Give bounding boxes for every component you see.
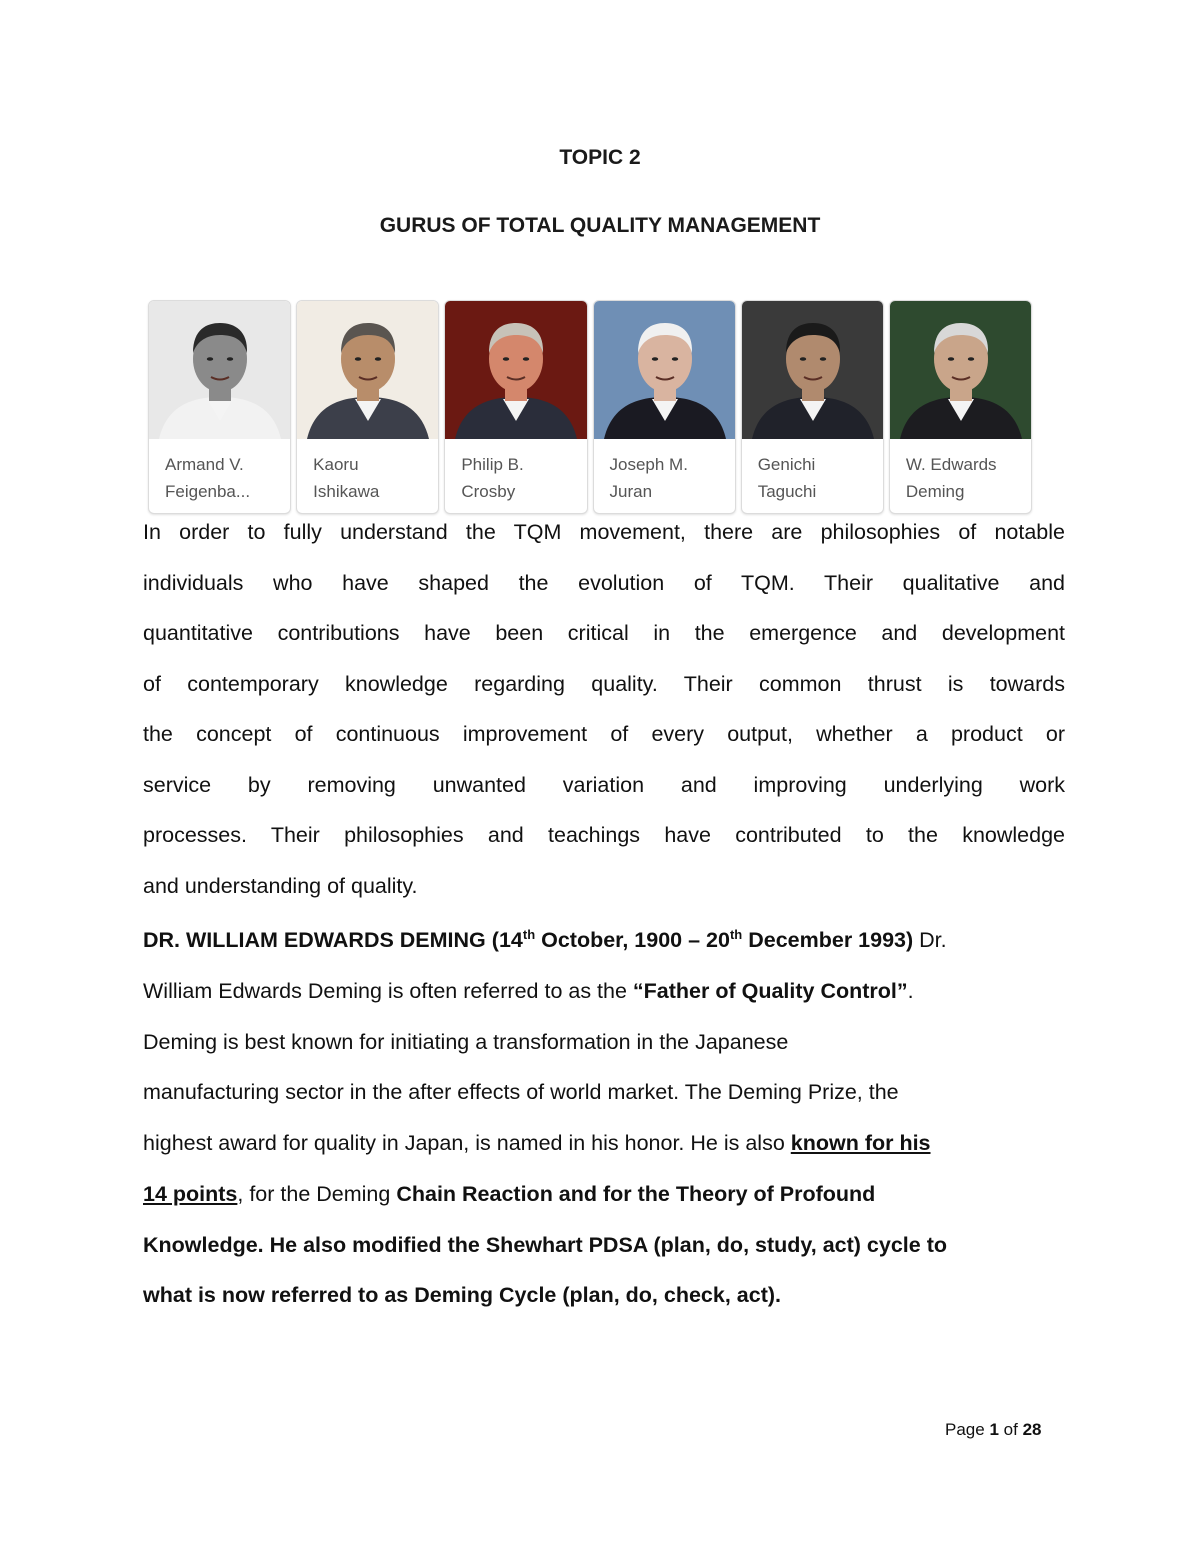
deming-heading-tail: Dr. <box>913 928 947 952</box>
guru-name-line1: Kaoru <box>313 455 359 474</box>
guru-name <box>461 451 581 505</box>
deming-line6-bold: Chain Reaction and for the Theory of Profound <box>396 1182 876 1206</box>
guru-name-line1: Philip B. <box>461 455 524 474</box>
guru-card <box>741 300 884 514</box>
of-label: of <box>1003 1420 1018 1439</box>
intro-line: processes. Their philosophies and teachings have contributed to the knowledge <box>143 823 1065 847</box>
intro-line: and understanding of quality. <box>143 873 418 898</box>
deming-line8-bold: what is now referred to as Deming Cycle (plan, do, check, act). <box>143 1283 781 1307</box>
deming-line5-pre: highest award for quality in Japan, is named in his honor. He is also <box>143 1131 791 1155</box>
guru-name <box>906 451 1026 505</box>
known-for-14-points-link-part2: 14 points <box>143 1182 238 1206</box>
deming-heading-open: (14 <box>491 928 523 952</box>
guru-name <box>758 451 878 505</box>
guru-name-line2: Crosby <box>461 482 516 501</box>
guru-card <box>148 300 291 514</box>
guru-name-line2: Taguchi <box>757 482 817 501</box>
page-number: 1 <box>989 1420 999 1439</box>
guru-name-line2: Ishikawa <box>313 482 380 501</box>
guru-card <box>593 300 736 514</box>
guru-name-line1: W. Edwards <box>905 455 997 474</box>
guru-card <box>444 300 587 514</box>
deming-heading-sup2: th <box>729 926 743 942</box>
deming-line <box>143 1182 1065 1207</box>
deming-heading-end: December 1993) <box>742 928 914 952</box>
deming-line2-post: . <box>907 979 914 1003</box>
guru-card <box>296 300 439 514</box>
gurus-image-strip <box>148 300 1032 512</box>
guru-portrait <box>445 301 587 439</box>
deming-line <box>143 1283 1065 1308</box>
deming-line7-bold: Knowledge. He also modified the Shewhart PDSA (plan, do, study, act) cycle to <box>143 1233 947 1257</box>
page-label: Page <box>945 1420 985 1439</box>
deming-line6-mid: , for the Deming <box>237 1182 397 1206</box>
father-of-quality-control: “Father of Quality Control” <box>632 979 908 1003</box>
page-title: GURUS OF TOTAL QUALITY MANAGEMENT <box>379 214 821 237</box>
guru-portrait <box>890 301 1032 439</box>
intro-line: service by removing unwanted variation and improving underlying work <box>143 772 1065 797</box>
guru-name-line1: Genichi <box>757 455 816 474</box>
guru-card <box>889 300 1032 514</box>
page-footer <box>945 1420 1041 1440</box>
deming-line: manufacturing sector in the after effects of world market. The Deming Prize, the <box>143 1080 899 1104</box>
guru-portrait <box>742 301 884 439</box>
intro-line: the concept of continuous improvement of every output, whether a product or <box>143 722 1065 746</box>
guru-portrait <box>149 301 291 439</box>
deming-heading-mid: October, 1900 – 20 <box>535 928 730 952</box>
guru-portrait <box>297 301 439 439</box>
guru-portrait <box>594 301 736 439</box>
deming-line <box>143 1131 1065 1156</box>
deming-line <box>143 979 1065 1004</box>
guru-name <box>313 451 433 505</box>
deming-heading-name: DR. WILLIAM EDWARDS DEMING <box>143 928 486 952</box>
intro-line: In order to fully understand the TQM movement, there are philosophies of notable <box>143 520 1065 544</box>
intro-line: individuals who have shaped the evolution of TQM. Their qualitative and <box>143 570 1065 595</box>
topic-label: TOPIC 2 <box>559 146 641 169</box>
guru-name-line2: Juran <box>609 482 653 501</box>
intro-line: of contemporary knowledge regarding quality. Their common thrust is towards <box>143 671 1065 696</box>
intro-line: quantitative contributions have been critical in the emergence and development <box>143 621 1065 645</box>
deming-line2-pre: William Edwards Deming is often referred to as the <box>143 979 633 1003</box>
guru-name-line1: Joseph M. <box>609 455 688 474</box>
guru-name <box>165 451 285 505</box>
guru-name <box>610 451 730 505</box>
deming-line <box>143 1233 1065 1258</box>
deming-heading-sup1: th <box>522 926 536 942</box>
known-for-14-points-link-part1: known for his <box>790 1131 931 1155</box>
page-total: 28 <box>1022 1420 1042 1439</box>
deming-heading <box>143 928 1065 953</box>
guru-name-line2: Feigenba... <box>165 482 251 501</box>
deming-line: Deming is best known for initiating a transformation in the Japanese <box>143 1030 789 1054</box>
guru-name-line1: Armand V. <box>165 455 244 474</box>
guru-name-line2: Deming <box>905 482 965 501</box>
